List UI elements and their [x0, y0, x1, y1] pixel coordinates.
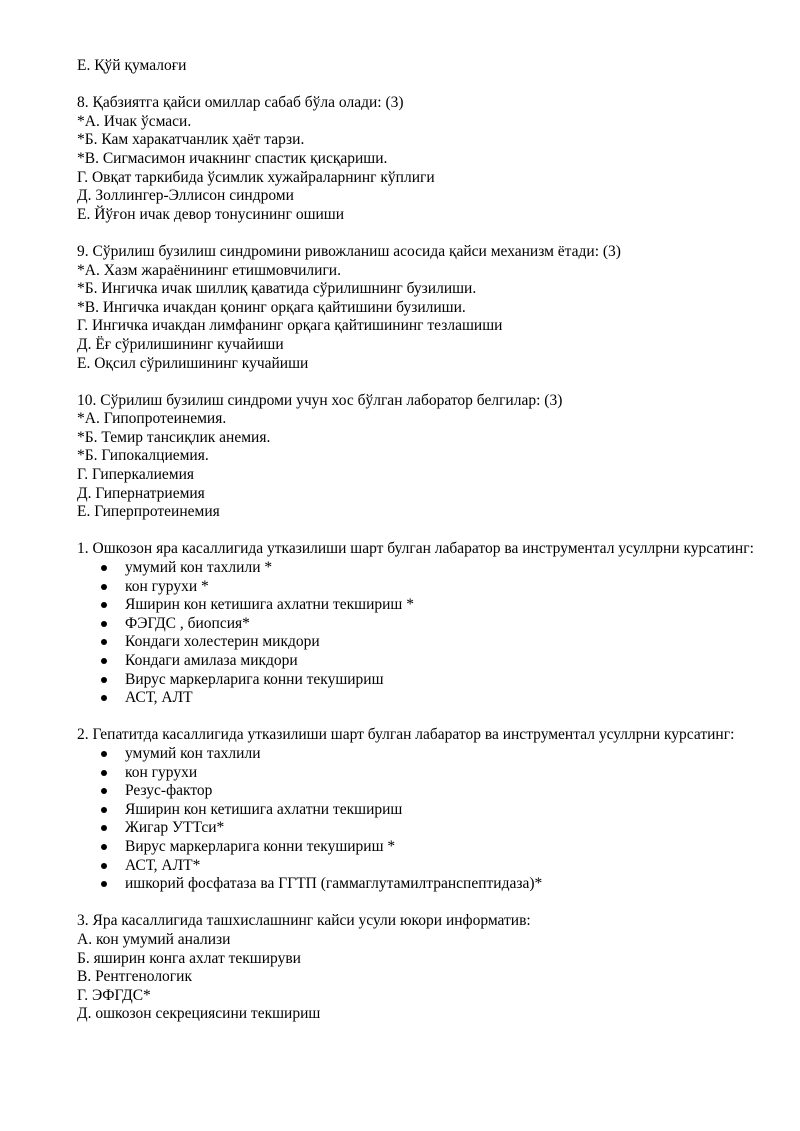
question-text: 10. Сўрилиш бузилиш синдроми учун хос бўлган лаборатор белгилар: (3)	[77, 391, 563, 409]
bullet-icon	[101, 677, 107, 683]
answer-option: Д. Гипернатриемия	[77, 484, 205, 502]
section-2-question	[77, 726, 767, 893]
spacer	[77, 224, 767, 243]
list-item-text: Яширин кон кетишига ахлатни текшириш *	[125, 596, 414, 614]
list-item-text: Яширин кон кетишига ахлатни текшириш	[125, 800, 403, 818]
question-8	[77, 94, 767, 224]
bullet-icon	[101, 695, 107, 701]
bullet-icon	[101, 751, 107, 757]
spacer	[77, 522, 767, 541]
list-item	[77, 559, 767, 578]
answer-option: *В. Сигмасимон ичакнинг спастик қисқариши.	[77, 149, 388, 167]
answer-option: *В. Ингичка ичакдан қонинг орқага қайтишини бузилиши.	[77, 298, 466, 316]
bullet-icon	[101, 881, 107, 887]
list-item	[77, 857, 767, 876]
list-item	[77, 689, 767, 708]
answer-option: Д. ошкозон секрециясини текшириш	[77, 1005, 321, 1023]
bullet-icon	[101, 621, 107, 627]
answer-option: *Б. Темир тансиқлик анемия.	[77, 428, 271, 446]
list-item-text: АСТ, АЛТ	[125, 689, 193, 707]
document-page	[77, 57, 767, 1024]
answer-option: Е. Гиперпротеинемия	[77, 503, 220, 521]
list-item-text: Вирус маркерларига конни текушириш *	[125, 837, 396, 855]
answer-option: Д. Ёғ сўрилишининг кучайиши	[77, 335, 284, 353]
bullet-icon	[101, 639, 107, 645]
bullet-icon	[101, 825, 107, 831]
bullet-list	[77, 745, 767, 894]
bullet-icon	[101, 565, 107, 571]
section-3-question	[77, 912, 767, 1024]
answer-option: Г. ЭФГДС*	[77, 986, 151, 1004]
list-item-text: умумий кон тахлили *	[125, 559, 273, 577]
bullet-icon	[101, 807, 107, 813]
answer-option: А. кон умумий анализи	[77, 930, 231, 948]
bullet-icon	[101, 844, 107, 850]
bullet-list	[77, 559, 767, 708]
spacer	[77, 894, 767, 913]
list-item-text: кон гурухи *	[125, 577, 209, 595]
bullet-icon	[101, 584, 107, 590]
bullet-icon	[101, 770, 107, 776]
answer-option: Б. яширин конга ахлат текшируви	[77, 949, 301, 967]
list-item	[77, 875, 767, 894]
list-item-text: Кондаги холестерин микдори	[125, 633, 320, 651]
answer-option: Е. Йўғон ичак девор тонусининг ошиши	[77, 205, 345, 223]
list-item-text: ишкорий фосфатаза ва ГГТП (гаммаглутамилтранспептидаза)*	[125, 875, 543, 893]
list-item	[77, 596, 767, 615]
bullet-icon	[101, 788, 107, 794]
answer-option: *А. Ичак ўсмаси.	[77, 112, 192, 130]
question-text: 1. Ошкозон яра касаллигида утказилиши шарт булган лабаратор ва инструментал усуллрни курсатинг:	[77, 540, 754, 558]
list-item-text: Жигар УТТси*	[125, 819, 225, 837]
list-item	[77, 578, 767, 597]
spacer	[77, 76, 767, 95]
question-text: 9. Сўрилиш бузилиш синдромини ривожланиш асосида қайси механизм ётади: (3)	[77, 242, 621, 260]
answer-option: *Б. Кам харакатчанлик ҳаёт тарзи.	[77, 131, 305, 149]
list-item	[77, 633, 767, 652]
list-item	[77, 671, 767, 690]
answer-option: *Б. Ингичка ичак шиллиқ қаватида сўрилишнинг бузилиши.	[77, 280, 477, 298]
bullet-icon	[101, 863, 107, 869]
question-text: 8. Қабзиятга қайси омиллар сабаб бўла олади: (3)	[77, 94, 404, 112]
list-item	[77, 615, 767, 634]
list-item-text: ФЭГДС , биопсия*	[125, 614, 250, 632]
list-item	[77, 745, 767, 764]
list-item-text: Резус-фактор	[125, 782, 213, 800]
list-item	[77, 801, 767, 820]
list-item-text: умумий кон тахлили	[125, 744, 261, 762]
list-item	[77, 652, 767, 671]
list-item	[77, 819, 767, 838]
list-item	[77, 764, 767, 783]
spacer	[77, 373, 767, 392]
answer-option: *А. Гипопротеинемия.	[77, 410, 227, 428]
answer-option: В. Рентгенологик	[77, 968, 192, 986]
section-1-question	[77, 540, 767, 707]
question-text: 3. Яра касаллигида ташхислашнинг кайси усули юкори информатив:	[77, 912, 531, 930]
question-text: 2. Гепатитда касаллигида утказилиши шарт булган лабаратор ва инструментал усуллрни курсатинг:	[77, 726, 735, 744]
answer-option: Д. Золлингер-Эллисон синдроми	[77, 187, 294, 205]
answer-option: Е. Оқсил сўрилишининг кучайиши	[77, 354, 309, 372]
answer-option: *А. Хазм жараёнининг етишмовчилиги.	[77, 261, 341, 279]
question-10	[77, 392, 767, 522]
previous-question-option-e: Е. Қўй қумалоғи	[77, 57, 187, 74]
spacer	[77, 708, 767, 727]
list-item-text: Кондаги амилаза микдори	[125, 652, 298, 669]
list-item-text: АСТ, АЛТ*	[125, 856, 201, 874]
list-item-text: кон гурухи	[125, 763, 198, 781]
list-item-text: Вирус маркерларига конни текушириш	[125, 670, 384, 688]
answer-option: Г. Гиперкалиемия	[77, 466, 195, 484]
answer-option: Г. Ингичка ичакдан лимфанинг орқага қайтишининг тезлашиши	[77, 317, 503, 335]
answer-option: Г. Овқат таркибида ўсимлик хужайраларнинг кўплиги	[77, 168, 435, 186]
question-9	[77, 243, 767, 373]
answer-option: *Б. Гипокалциемия.	[77, 447, 209, 465]
bullet-icon	[101, 602, 107, 608]
list-item	[77, 782, 767, 801]
bullet-icon	[101, 658, 107, 664]
list-item	[77, 838, 767, 857]
